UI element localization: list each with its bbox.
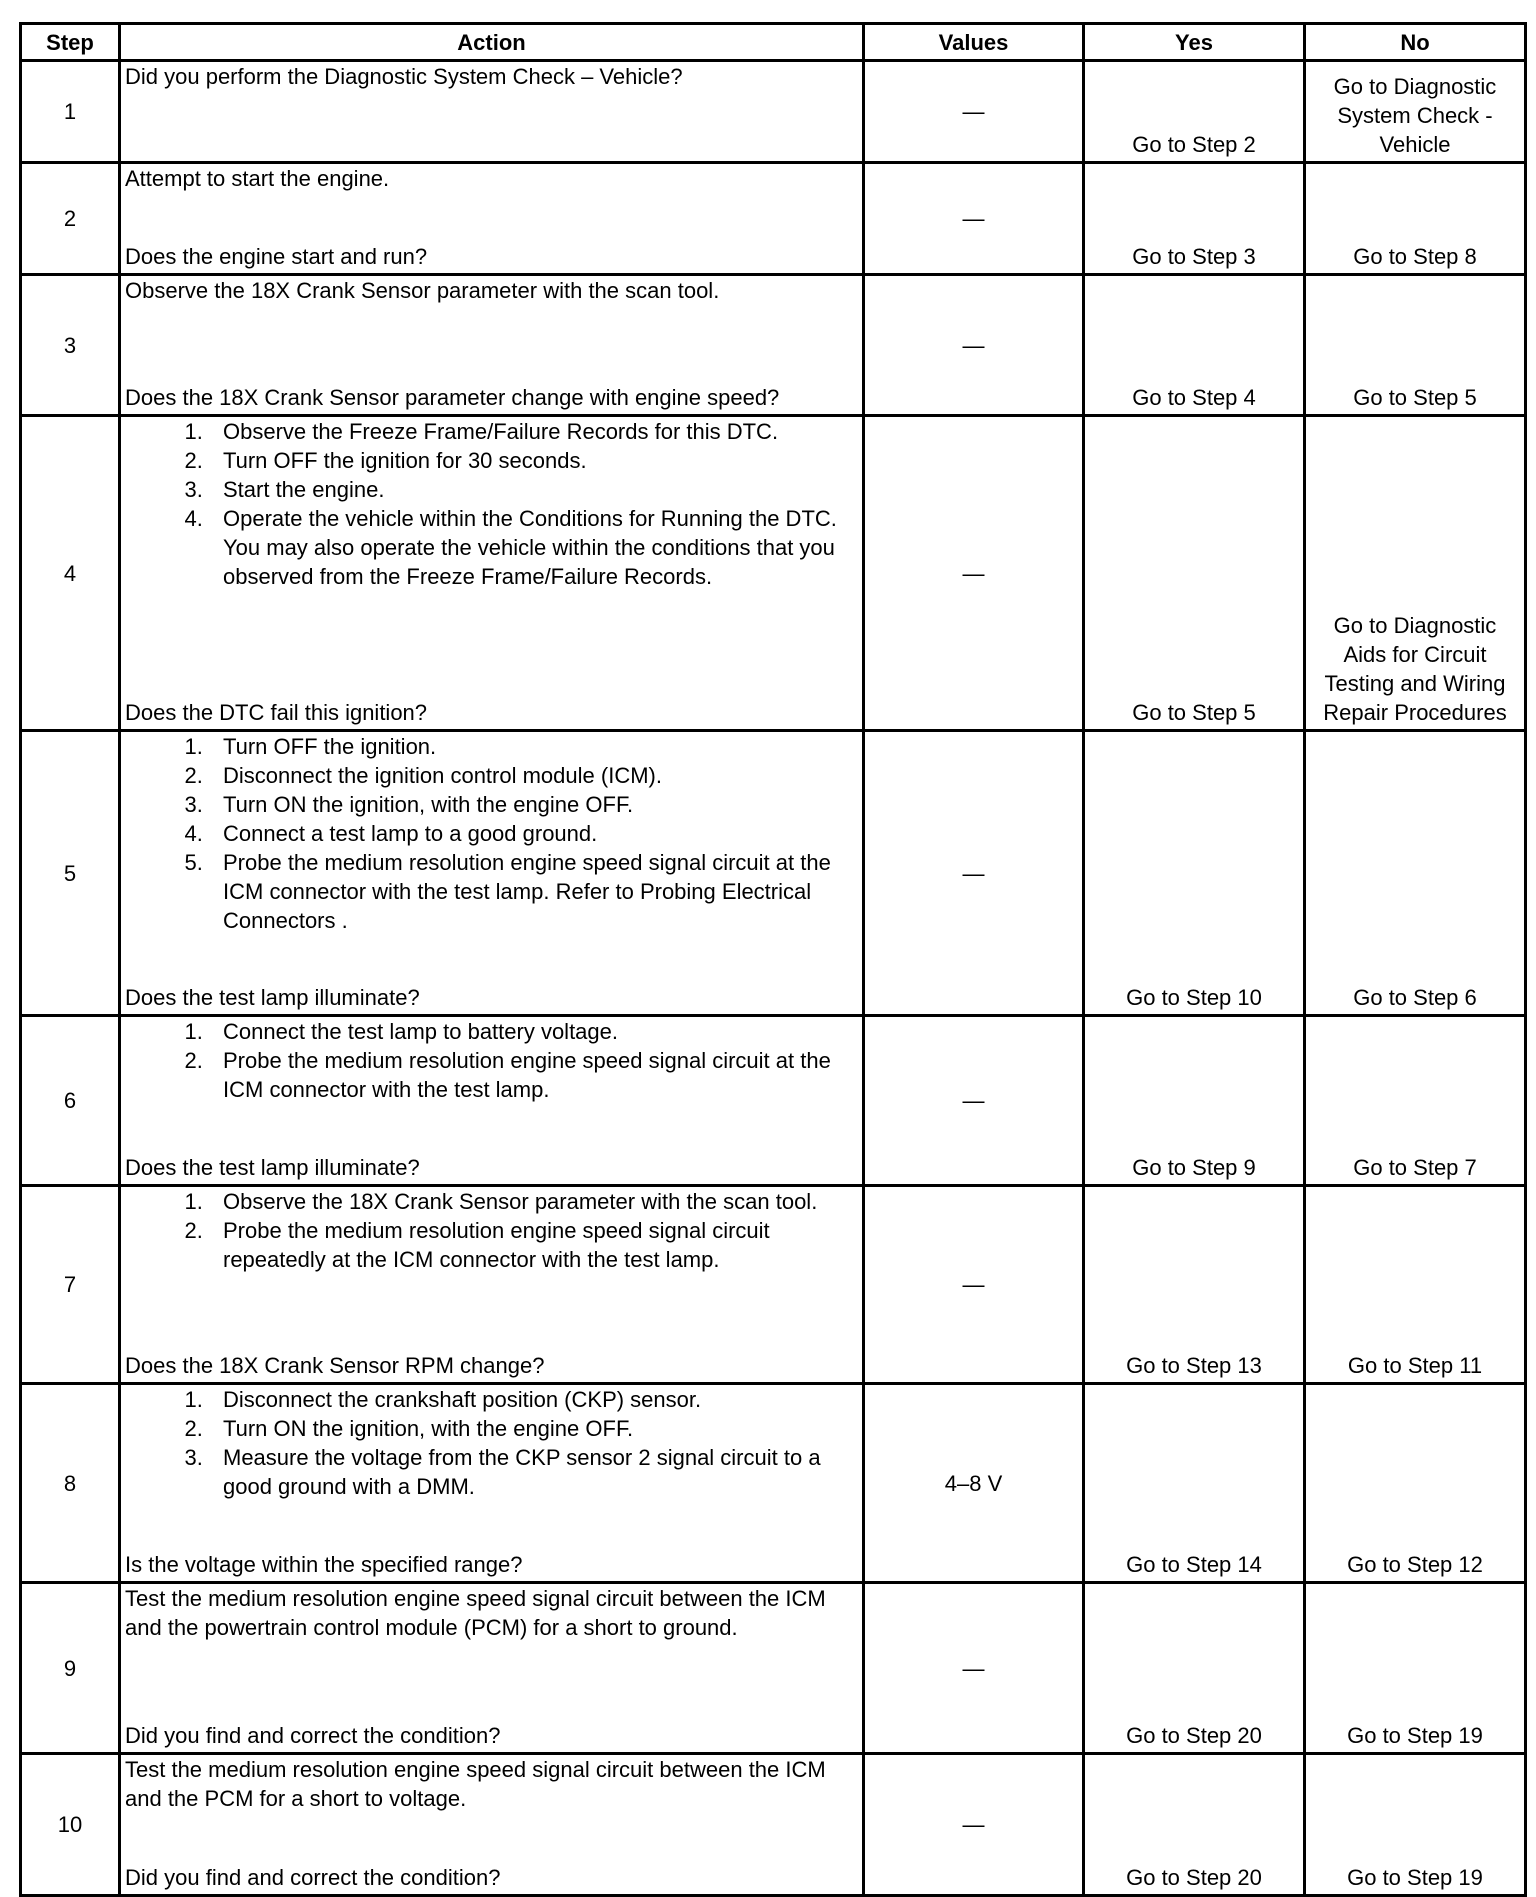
no-link[interactable]: Go to Step 8 (1305, 163, 1526, 275)
action-step-item: 1. Connect the test lamp to battery voltage. (209, 1017, 858, 1046)
action-step-item: 4. Operate the vehicle within the Conditions for Running the DTC. You may also operate the vehicle within the conditions that you observed from the Freeze Frame/Failure Records. (209, 504, 858, 591)
action-step-item: 2. Turn ON the ignition, with the engine OFF. (209, 1414, 858, 1443)
action-text: Test the medium resolution engine speed signal circuit between the ICM and the PCM for a short to voltage. (125, 1757, 826, 1811)
step-number: 4 (21, 416, 120, 731)
table-row (21, 416, 1526, 731)
yes-link[interactable]: Go to Step 20 (1084, 1754, 1305, 1896)
action-text: Attempt to start the engine. (125, 166, 390, 191)
action-text: Observe the 18X Crank Sensor parameter with the scan tool. (125, 278, 720, 303)
action-steps (125, 732, 858, 935)
no-link[interactable]: Go to Step 6 (1305, 731, 1526, 1016)
yes-link[interactable]: Go to Step 14 (1084, 1384, 1305, 1583)
table-row (21, 731, 1526, 1016)
table-row (21, 1754, 1526, 1896)
yes-link[interactable]: Go to Step 5 (1084, 416, 1305, 731)
step-number: 5 (21, 731, 120, 1016)
action-cell (120, 731, 864, 1016)
step-number: 3 (21, 275, 120, 416)
action-question: Does the DTC fail this ignition? (125, 700, 428, 725)
action-step-item: 4. Connect a test lamp to a good ground. (209, 819, 858, 848)
value-cell: — (864, 1186, 1084, 1384)
table-row (21, 61, 1526, 163)
action-question: Did you find and correct the condition? (125, 1865, 501, 1890)
action-step-item: 1. Observe the 18X Crank Sensor parameter with the scan tool. (209, 1187, 858, 1216)
yes-link[interactable]: Go to Step 3 (1084, 163, 1305, 275)
action-steps (125, 417, 858, 591)
action-question: Does the test lamp illuminate? (125, 1155, 420, 1180)
action-question: Does the 18X Crank Sensor parameter change with engine speed? (125, 385, 780, 410)
action-cell (120, 61, 864, 163)
step-number: 8 (21, 1384, 120, 1583)
action-question: Is the voltage within the specified range? (125, 1552, 523, 1577)
value-cell: 4–8 V (864, 1384, 1084, 1583)
no-link[interactable]: Go to Diagnostic System Check - Vehicle (1305, 61, 1526, 163)
value-cell: — (864, 275, 1084, 416)
action-step-item: 3. Start the engine. (209, 475, 858, 504)
header-values: Values (864, 24, 1084, 61)
yes-link[interactable]: Go to Step 20 (1084, 1583, 1305, 1754)
table-row (21, 1384, 1526, 1583)
action-step-item: 2. Probe the medium resolution engine speed signal circuit repeatedly at the ICM connector with the test lamp. (209, 1216, 858, 1274)
action-steps (125, 1017, 858, 1104)
step-number: 10 (21, 1754, 120, 1896)
step-number: 2 (21, 163, 120, 275)
header-yes: Yes (1084, 24, 1305, 61)
step-number: 6 (21, 1016, 120, 1186)
no-link[interactable]: Go to Step 7 (1305, 1016, 1526, 1186)
action-cell (120, 1754, 864, 1896)
diagnostic-table (19, 22, 1527, 1897)
action-step-item: 1. Turn OFF the ignition. (209, 732, 858, 761)
value-cell: — (864, 61, 1084, 163)
step-number: 1 (21, 61, 120, 163)
header-row (21, 24, 1526, 61)
no-link[interactable]: Go to Step 11 (1305, 1186, 1526, 1384)
action-question: Did you find and correct the condition? (125, 1723, 501, 1748)
action-cell (120, 275, 864, 416)
action-cell (120, 1583, 864, 1754)
no-link[interactable]: Go to Step 5 (1305, 275, 1526, 416)
action-step-item: 5. Probe the medium resolution engine speed signal circuit at the ICM connector with the test lamp. Refer to Probing Electrical Connectors . (209, 848, 858, 935)
table-row (21, 1186, 1526, 1384)
action-step-item: 3. Measure the voltage from the CKP sensor 2 signal circuit to a good ground with a DMM. (209, 1443, 858, 1501)
header-step: Step (21, 24, 120, 61)
yes-link[interactable]: Go to Step 4 (1084, 275, 1305, 416)
no-link[interactable]: Go to Step 12 (1305, 1384, 1526, 1583)
action-step-item: 1. Observe the Freeze Frame/Failure Records for this DTC. (209, 417, 858, 446)
action-step-item: 2. Disconnect the ignition control module (ICM). (209, 761, 858, 790)
step-number: 7 (21, 1186, 120, 1384)
table-row (21, 163, 1526, 275)
value-cell: — (864, 1583, 1084, 1754)
yes-link[interactable]: Go to Step 13 (1084, 1186, 1305, 1384)
table-row (21, 1016, 1526, 1186)
step-number: 9 (21, 1583, 120, 1754)
yes-link[interactable]: Go to Step 10 (1084, 731, 1305, 1016)
no-link[interactable]: Go to Diagnostic Aids for Circuit Testing and Wiring Repair Procedures (1305, 416, 1526, 731)
yes-link[interactable]: Go to Step 2 (1084, 61, 1305, 163)
action-cell (120, 1186, 864, 1384)
action-step-item: 3. Turn ON the ignition, with the engine OFF. (209, 790, 858, 819)
action-question: Does the 18X Crank Sensor RPM change? (125, 1353, 545, 1378)
action-text: Did you perform the Diagnostic System Check – Vehicle? (125, 64, 683, 89)
action-cell (120, 416, 864, 731)
action-step-item: 2. Turn OFF the ignition for 30 seconds. (209, 446, 858, 475)
action-text: Test the medium resolution engine speed signal circuit between the ICM and the powertrain control module (PCM) for a short to ground. (125, 1586, 826, 1640)
table-row (21, 275, 1526, 416)
yes-link[interactable]: Go to Step 9 (1084, 1016, 1305, 1186)
table-row (21, 1583, 1526, 1754)
no-link[interactable]: Go to Step 19 (1305, 1754, 1526, 1896)
value-cell: — (864, 1016, 1084, 1186)
action-step-item: 1. Disconnect the crankshaft position (CKP) sensor. (209, 1385, 858, 1414)
value-cell: — (864, 163, 1084, 275)
no-link[interactable]: Go to Step 19 (1305, 1583, 1526, 1754)
header-action: Action (120, 24, 864, 61)
value-cell: — (864, 731, 1084, 1016)
action-cell (120, 163, 864, 275)
action-cell (120, 1016, 864, 1186)
action-steps (125, 1187, 858, 1274)
header-no: No (1305, 24, 1526, 61)
action-cell (120, 1384, 864, 1583)
action-steps (125, 1385, 858, 1501)
action-step-item: 2. Probe the medium resolution engine speed signal circuit at the ICM connector with the test lamp. (209, 1046, 858, 1104)
action-question: Does the engine start and run? (125, 244, 428, 269)
value-cell: — (864, 1754, 1084, 1896)
action-question: Does the test lamp illuminate? (125, 985, 420, 1010)
value-cell: — (864, 416, 1084, 731)
